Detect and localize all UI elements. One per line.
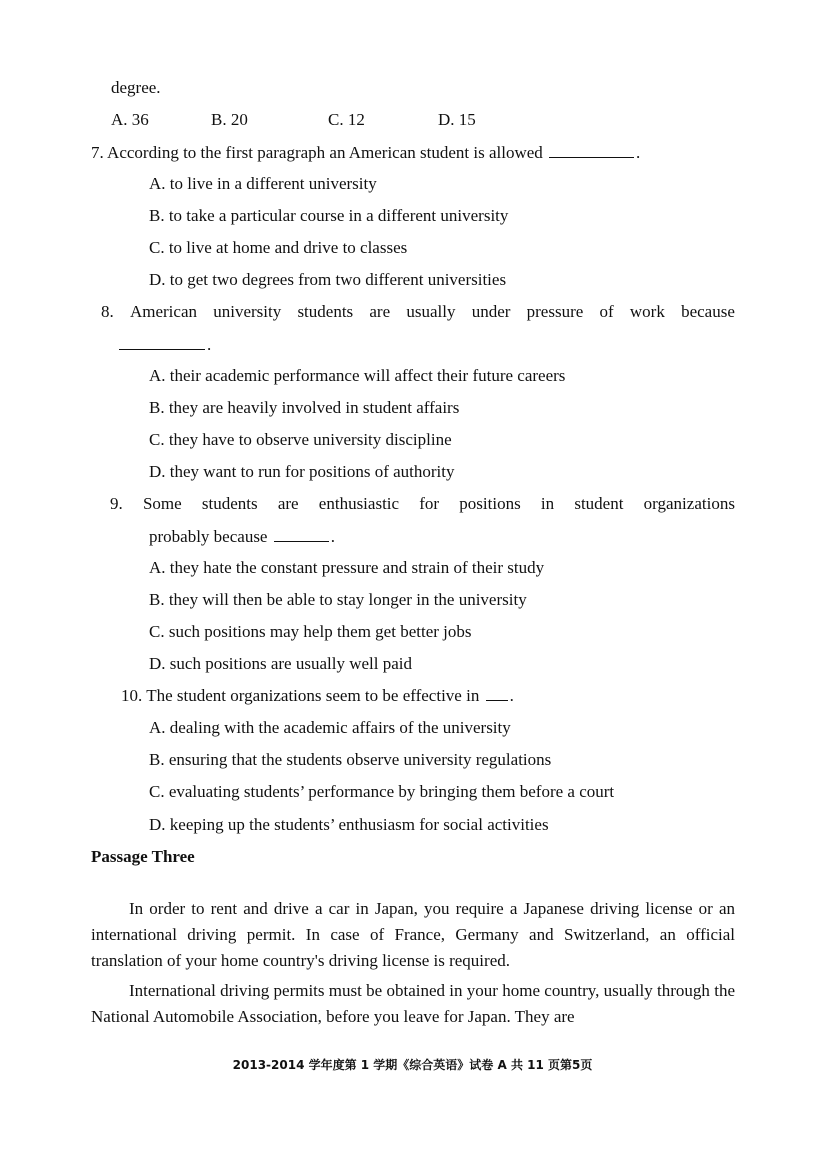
prev-question-tail: degree. <box>111 78 161 97</box>
q9-word: in <box>540 494 555 513</box>
q7-stem: 7. According to the first paragraph an American student is allowed <box>91 143 543 162</box>
q10-option-b: B. ensuring that the students observe university regulations <box>149 750 552 769</box>
q10-option-a: A. dealing with the academic affairs of the university <box>149 718 511 737</box>
q8-option-c: C. they have to observe university discipline <box>149 430 452 449</box>
q9-word: student <box>574 494 624 513</box>
q10-end: . <box>509 686 514 705</box>
q9-stem-line <box>110 493 735 515</box>
prev-option-a: A. 36 <box>111 110 149 129</box>
q8-word: because <box>681 302 735 321</box>
q8-word: university <box>213 302 282 321</box>
q8-word: pressure <box>526 302 584 321</box>
passage-paragraph-1: In order to rent and drive a car in Japan, you require a Japanese driving license or an international driving permit. In case of France, Germany and Switzerland, an official translation of your home country's driving license is required. <box>91 899 735 970</box>
q7-answer-blank <box>549 142 634 158</box>
q8-word: work <box>629 302 665 321</box>
q8-word: American <box>129 302 197 321</box>
q9-word: students <box>201 494 258 513</box>
q9-option-c: C. such positions may help them get better jobs <box>149 622 472 641</box>
q8-answer-blank <box>119 334 205 350</box>
prev-option-c: C. 12 <box>328 110 365 129</box>
q9-line2 <box>149 526 335 548</box>
q8-end: . <box>207 335 212 354</box>
q8-stem-line <box>101 301 735 323</box>
prev-option-d: D. 15 <box>438 110 476 129</box>
q8-word: students <box>297 302 354 321</box>
q8-option-b: B. they are heavily involved in student affairs <box>149 398 460 417</box>
q8-word: of <box>599 302 614 321</box>
q9-option-a: A. they hate the constant pressure and strain of their study <box>149 558 545 577</box>
q7-stem-line <box>91 142 640 164</box>
q10-stem: 10. The student organizations seem to be effective in <box>121 686 480 705</box>
prev-option-b: B. 20 <box>211 110 248 129</box>
page-footer: 2013-2014 学年度第 1 学期《综合英语》试卷 A 共 11 页第5页 <box>232 1058 593 1072</box>
q7-option-b: B. to take a particular course in a different university <box>149 206 509 225</box>
q8-word: 8. <box>101 302 114 321</box>
q9-answer-blank <box>274 526 329 542</box>
q9-stem-cont: probably because <box>149 527 268 546</box>
q8-option-d: D. they want to run for positions of authority <box>149 462 455 481</box>
q10-stem-line <box>121 685 514 707</box>
q8-word: under <box>471 302 511 321</box>
q9-word: 9. <box>110 494 123 513</box>
q7-end: . <box>636 143 641 162</box>
q9-word: for <box>419 494 440 513</box>
q10-option-c: C. evaluating students’ performance by bringing them before a court <box>149 782 615 801</box>
q9-option-b: B. they will then be able to stay longer in the university <box>149 590 527 609</box>
passage-paragraph-2: International driving permits must be obtained in your home country, usually through the National Automobile Association, before you leave for Japan. They are <box>91 981 735 1026</box>
q9-option-d: D. such positions are usually well paid <box>149 654 412 673</box>
q7-option-a: A. to live in a different university <box>149 174 377 193</box>
q9-word: positions <box>459 494 521 513</box>
q8-option-a: A. their academic performance will affect their future careers <box>149 366 566 385</box>
q8-word: are <box>369 302 391 321</box>
q9-word: are <box>277 494 299 513</box>
q7-option-c: C. to live at home and drive to classes <box>149 238 408 257</box>
q9-word: enthusiastic <box>318 494 400 513</box>
q9-word: organizations <box>643 494 735 513</box>
passage-title: Passage Three <box>91 847 195 866</box>
q9-word: Some <box>142 494 182 513</box>
q10-option-d: D. keeping up the students’ enthusiasm for social activities <box>149 815 549 834</box>
q8-word: usually <box>406 302 456 321</box>
q10-answer-blank <box>486 685 508 701</box>
q8-blank-line <box>119 334 211 356</box>
q9-end: . <box>330 527 335 546</box>
q7-option-d: D. to get two degrees from two different universities <box>149 270 507 289</box>
